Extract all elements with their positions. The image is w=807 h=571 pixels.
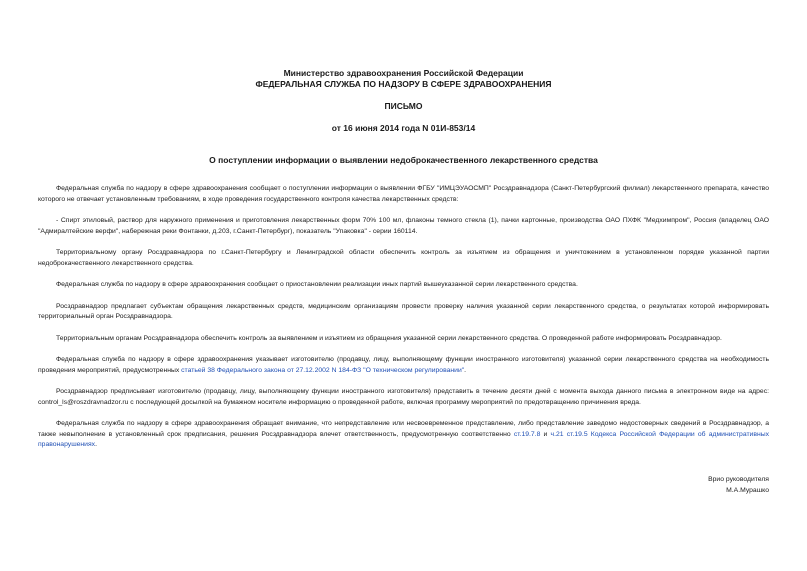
paragraph-9 [38, 419, 769, 451]
paragraph-1: Федеральная служба по надзору в сфере здравоохранения сообщает о поступлении информации о выявлении ФГБУ "ИМЦЭУАОСМП" Росздравнадзора (Санкт-Петербургский филиал) лекарственного препарата, качество которого не отвечает установленным требованиям, в ходе проведения государственного контроля качества лекарственных средств: [38, 185, 769, 203]
signatory-name: М.А.Мурашко [726, 487, 769, 494]
paragraph-9-mid: и [540, 430, 551, 438]
ministry-name: Министерство здравоохранения Российской Федерации [283, 68, 524, 78]
signatory-position: Врио руководителя [708, 476, 769, 483]
code-article-link-1[interactable]: ст.19.7.8 [513, 430, 541, 438]
paragraph-2: - Спирт этиловый, раствор для наружного применения и приготовления лекарственных форм 70% 100 мл, флаконы темного стекла (1), пачки картонные, производства ОАО ПХФК "Медхимпром", Россия (владелец ОАО "Адмиралтейские верфи", набережная реки Фонтанки, д.203, г.Санкт-Петербург), показатель "Упаковка" - серии 160114. [38, 217, 769, 235]
doc-title: О поступлении информации о выявлении недоброкачественного лекарственного средства [209, 155, 598, 165]
code-article-link-2[interactable]: ч.21 ст.19.5 Кодекса Российской Федерации об административных правонарушениях [38, 430, 770, 448]
doc-type: ПИСЬМО [384, 101, 423, 111]
paragraph-8: Росздравнадзор предписывает изготовителю (продавцу, лицу, выполняющему функции иностранного изготовителя) представить в течение десяти дней с момента выхода данного письма в электронном виде на адрес: control_ls@roszdravnadzor.ru с последующей досылкой на бумажном носителе информацию о проведенной работе, включая программу мероприятий по предотвращению причинения вреда. [38, 388, 769, 406]
header-block [38, 68, 769, 90]
paragraph-7-end: . [464, 366, 467, 374]
signature-block [708, 474, 769, 496]
paragraph-9-end: . [95, 441, 97, 448]
paragraph-4: Федеральная служба по надзору в сфере здравоохранения сообщает о приостановлении реализации иных партий вышеуказанной серии лекарственного средства. [56, 281, 578, 288]
law-reference-link[interactable]: статьей 38 Федерального закона от 27.12.2002 N 184-ФЗ "О техническом регулировании" [181, 366, 465, 374]
paragraph-3: Территориальному органу Росздравнадзора по г.Санкт-Петербургу и Ленинградской области обеспечить контроль за изъятием из обращения и уничтожением в установленном порядке указанной партии недоброкачественного лекарственного средства. [38, 249, 769, 267]
paragraph-7 [38, 355, 769, 376]
paragraph-6: Территориальным органам Росздравнадзора обеспечить контроль за выявлением и изъятием из обращения указанной серии лекарственного средства. О проведенной работе информировать Росздравнадзор. [56, 334, 722, 342]
letter-body [38, 184, 769, 462]
document-page [38, 0, 769, 571]
paragraph-5: Росздравнадзор предлагает субъектам обращения лекарственных средств, медицинским организациям провести проверку наличия указанной серии лекарственного средства, о результатах которой информировать территориальный орган Росздравнадзора. [38, 302, 769, 320]
doc-date-number: от 16 июня 2014 года N 01И-853/14 [331, 123, 476, 133]
paragraph-9-text: Федеральная служба по надзору в сфере здравоохранения обращает внимание, что непредставление или несвоевременное представление, либо представление заведомо недостоверных сведений в Росздравнадзор, а также невыполнение в установленный срок предписания, решения Росздравнадзора влечет ответственность, предусмотренную соответственно [38, 420, 769, 438]
paragraph-7-text: Федеральная служба по надзору в сфере здравоохранения указывает изготовителю (продавцу, лицу, выполняющему функции иностранного изготовителя) указанной серии лекарственного средства на необходимость проведения мероприятий, предусмотренных [38, 356, 769, 374]
service-name: ФЕДЕРАЛЬНАЯ СЛУЖБА ПО НАДЗОРУ В СФЕРЕ ЗДРАВООХРАНЕНИЯ [255, 79, 552, 89]
